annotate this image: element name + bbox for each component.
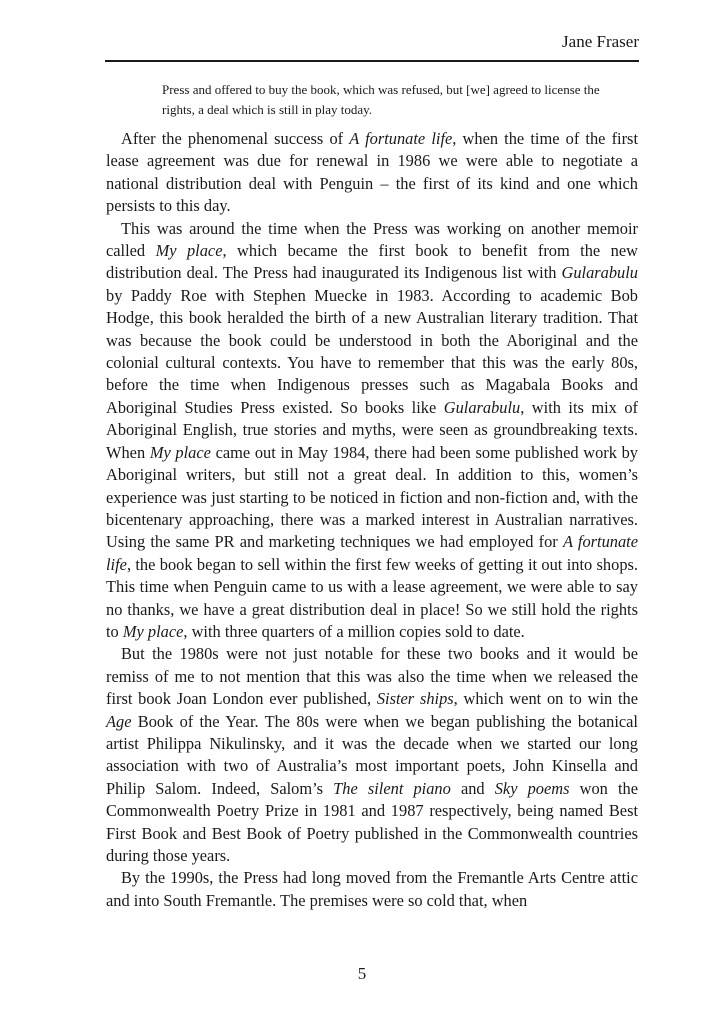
text-run: , which became the first book to benefit from the new distribution deal. The Press had inaugurated its Indigenous list with (106, 241, 638, 283)
body-text (106, 128, 638, 912)
italic-title: A fortunate life (106, 532, 638, 574)
text-run: This was around the time when the Press was working on another memoir called (106, 218, 638, 261)
text-run: Book of the Year. The 80s were when we began publishing the botanical artist Philippa Nikulinsky, and it was the decade when we started our long association with two of Australia’s most important poets, John Kinsella and Philip Salom. Indeed, Salom’s (106, 711, 638, 798)
paragraph (106, 218, 638, 644)
italic-title: Sky poems (494, 778, 570, 798)
page-number: 5 (357, 964, 367, 983)
running-header-title: Jane Fraser (562, 32, 639, 51)
italic-title: Gularabulu (561, 263, 638, 283)
text-run: and (450, 778, 495, 798)
text-run: came out in May 1984, there had been some published work by Aboriginal writers, but still not a great deal. In addition to this, women’s experience was just starting to be noticed in fiction and non-fiction and, with the bicentenary approaching, there was a marked interest in Australian narratives. Using the same PR and marketing techniques we had employed for (106, 442, 638, 552)
text-run: , with three quarters of a million copies sold to date. (183, 621, 525, 641)
paragraph (106, 128, 638, 218)
italic-title: A fortunate life (349, 129, 453, 148)
italic-title: My place (122, 621, 184, 641)
text-run: By the 1990s, the Press had long moved from the Fremantle Arts Centre attic and into South Fremantle. The premises were so cold that, when (106, 868, 638, 910)
text-run: But the 1980s were not just notable for these two books and it would be remiss of me to not mention that this was also the time when we released the first book Joan London ever published, (106, 644, 638, 709)
text-run: , when the time of the first lease agreement was due for renewal in 1986 we were able to negotiate a national distribution deal with Penguin – the first of its kind and one which persists to this day. (106, 129, 638, 216)
italic-title: The silent piano (333, 778, 451, 798)
text-run: , which went on to win the (453, 689, 639, 709)
text-run: After the phenomenal success of (121, 129, 350, 148)
italic-title: Gularabulu (443, 397, 521, 417)
italic-title: My place (155, 241, 223, 261)
paragraph (106, 643, 638, 867)
paragraph (106, 867, 638, 912)
text-run: won the Commonwealth Poetry Prize in 1981 and 1987 respectively, being named Best First Book and Best Book of Poetry published in the Commonwealth countries during those years. (106, 778, 638, 865)
italic-title: Age (106, 711, 132, 731)
text-run: , the book began to sell within the first few weeks of getting it out into shops. This time when Penguin came to us with a lease agreement, we were able to say no thanks, we have a great distribution deal in place! So we still hold the rights to (106, 554, 638, 641)
text-run: by Paddy Roe with Stephen Muecke in 1983. According to academic Bob Hodge, this book heralded the birth of a new Australian literary tradition. That was because the book could be understood in both the Aboriginal and the colonial cultural contexts. You have to remember that this was the early 80s, before the time when Indigenous presses such as Magabala Books and Aboriginal Studies Press existed. So books like (106, 285, 638, 417)
text-run: , with its mix of Aboriginal English, true stories and myths, were seen as groundbreaking texts. When (106, 397, 638, 462)
running-header (105, 30, 639, 62)
italic-title: My place (149, 442, 211, 462)
italic-title: Sister ships (376, 689, 454, 709)
block-quote: Press and offered to buy the book, which was refused, but [we] agreed to license the rights, a deal which is still in play today. (162, 82, 600, 117)
